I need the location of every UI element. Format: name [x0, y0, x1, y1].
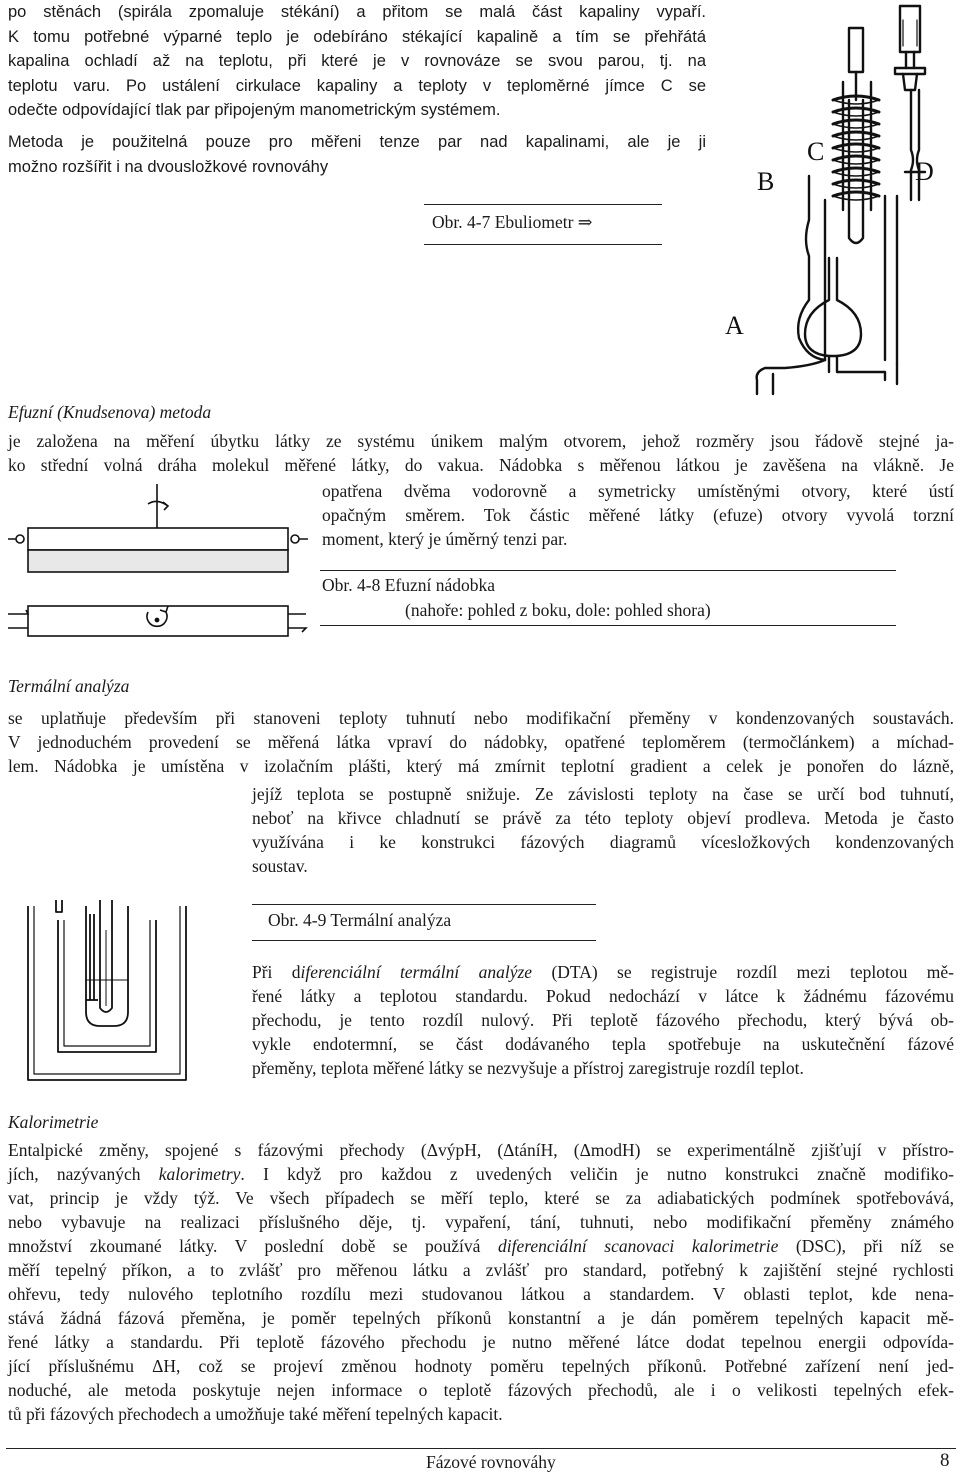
text-line: opačným směrem. Tok částic měřené látky (efuze) otvory vyvolá torzní	[322, 505, 954, 525]
text-line: nebo vybavuje na realizaci příslušného děje, tj. vypaření, tání, tuhnuti, nebo modifikační přeměny známého	[8, 1212, 954, 1232]
label-c: C	[807, 137, 825, 166]
ebuliometr-diagram	[725, 0, 960, 400]
heading-kalorimetrie: Kalorimetrie	[8, 1112, 99, 1132]
efuzni-paragraph-full	[8, 429, 954, 477]
text-line: lem. Nádobka je umístěna v izolačním plášti, který má zmírnit teplotní gradient a celek je ponořen do lázně,	[8, 756, 954, 776]
text-line: V jednoduchém provedení se měřená látka vpraví do nádobky, opatřené teploměrem (termočlánkem) a míchad-	[8, 732, 954, 752]
label-d: D	[915, 157, 934, 186]
text-line: přechodu, je tento rozdíl nulový. Při teplotě fázového přechodu, který bývá ob-	[252, 1010, 954, 1030]
caption-rule-bottom	[252, 940, 596, 941]
text-line: množství zkoumané látky. V poslední době se používá diferenciální scanovaci kalorimetrie (DSC), při níž se	[8, 1236, 954, 1256]
ebuliometr-paragraph-2	[8, 130, 706, 179]
caption-rule-top	[252, 904, 596, 905]
caption-rule-top	[320, 570, 896, 571]
ebuliometr-paragraph-1	[8, 0, 706, 123]
kalorimetrie-paragraph	[8, 1138, 954, 1426]
text-line: Entalpické změny, spojené s fázovými přechody (ΔvýpH, (ΔtáníH, (ΔmodH) se experimentálně zjišťují v přístro-	[8, 1140, 954, 1160]
text-line: je založena na měření úbytku látky ze systému únikem malým otvorem, jehož rozměry jsou řádově stejné ja-	[8, 431, 954, 451]
text-line: moment, který je úměrný tenzi par.	[322, 529, 568, 549]
caption-rule-bottom	[424, 244, 662, 245]
text-line: jící příslušnému ΔH, což se projeví změnou hodnoty poměru tepelných příkonů. Potřebné zařízení není jed-	[8, 1356, 954, 1376]
text-line: možno rozšířit i na dvousložkové rovnováhy	[8, 157, 329, 176]
text-line: po stěnách (spirála zpomaluje stékání) a přitom se malá část kapaliny vypaří.	[8, 3, 706, 21]
footer-rule	[6, 1448, 956, 1449]
termalni-analyza-diagram	[20, 900, 195, 1090]
text-line: tů při fázových přechodech a umožňuje také měření tepelných kapacit.	[8, 1404, 503, 1424]
footer-title: Fázové rovnováhy	[426, 1452, 556, 1472]
text-line: neboť na křivce chladnutí se právě za této teploty objeví prodleva. Metoda je často	[252, 808, 954, 828]
text-line: teplotu varu. Po ustálení cirkulace kapaliny a teploty v teploměrné jímce C se	[8, 76, 706, 95]
heading-termalni-analyza: Termální analýza	[8, 676, 130, 696]
text-line: se uplatňuje především při stanoveni teploty tuhnutí nebo modifikační přeměny v kondenzovaných soustavách.	[8, 708, 954, 728]
efuzni-nadobka-diagram	[8, 484, 308, 644]
kalorimetry-term: kalorimetry	[158, 1164, 241, 1184]
label-b: B	[757, 167, 775, 196]
figure-caption-4-7: Obr. 4-7 Ebuliometr ⇒	[432, 212, 593, 232]
figure-caption-4-8: Obr. 4-8 Efuzní nádobka	[322, 575, 496, 595]
text-line: odečte odpovídající tlak par připojeným manometrickým systémem.	[8, 101, 501, 119]
text-line: přeměny, teplota měřené látky se nezvyšuje a přístroj zaregistruje rozdíl teplot.	[252, 1058, 804, 1078]
dta-term: iferenciální termální analýze	[300, 962, 533, 982]
figure-caption-4-8-note: (nahoře: pohled z boku, dole: pohled shora)	[405, 600, 711, 620]
text-line: ko střední volná dráha molekul měřené látky, do vakua. Nádobka s měřenou látkou je zavěšena na vlákně. Je	[8, 455, 954, 475]
text-line: opatřena dvěma vodorovně a symetricky umístěnými otvory, které ústí	[322, 481, 954, 501]
text-line: jích, nazývaných kalorimetry. I když pro každou z uvedených veličin je nutno konstrukci značně modifiko-	[8, 1164, 954, 1184]
text-line: jejíž teplota se postupně snižuje. Ze závislosti teploty na čase se určí bod tuhnutí,	[252, 784, 954, 804]
text-line: Při diferenciální termální analýze (DTA) se registruje rozdíl mezi teplotou mě-	[252, 962, 954, 982]
text-line: soustav.	[252, 856, 308, 876]
text-line: využívána i ke konstrukci fázových diagramů vícesložkových kondenzovaných	[252, 832, 954, 852]
heading-efuzni-metoda: Efuzní (Knudsenova) metoda	[8, 402, 212, 422]
dta-paragraph	[252, 960, 954, 1080]
page-number: 8	[940, 1450, 950, 1471]
termalni-paragraph-side	[252, 782, 954, 878]
caption-rule-top	[424, 204, 662, 205]
text-line: měří tepelný příkon, a to zvlášť pro měřenou látku a zvlášť pro standard, potřebný k zajištění stejné rychlosti	[8, 1260, 954, 1280]
efuzni-paragraph-side	[322, 479, 954, 551]
text-line: ohřevu, tedy nulového teplotního rozdílu mezi studovanou látkou a standardem. V oblasti teplot, kde nena-	[8, 1284, 954, 1304]
text-line: K tomu potřebné výparné teplo je odebíráno stékající kapalině a tím se přehřátá	[8, 27, 706, 46]
text-line: řené látky a teplotou standardu. Pokud nedochází v látce k žádnému fázovému	[252, 986, 954, 1006]
text-line: Metoda je použitelná pouze pro měřeni tenze par nad kapalinami, ale je ji	[8, 133, 706, 151]
caption-rule-bottom	[320, 625, 896, 626]
termalni-paragraph-full	[8, 706, 954, 778]
text-line: vykle endotermní, se část dodávaného tepla spotřebuje na uskutečnění fázové	[252, 1034, 954, 1054]
text-line: kapalina ochladí až na teplotu, při které je v rovnováze se svou parou, tj. na	[8, 52, 706, 70]
text-line: stává žádná fázová přeměna, je poměr tepelných příkonů konstantní a je dán poměrem tepelných kapacit mě-	[8, 1308, 954, 1328]
figure-caption-4-9: Obr. 4-9 Termální analýza	[268, 910, 452, 930]
text-line: noduché, ale metoda poskytuje nejen informace o teplotě fázových přechodů, ale i o velikosti tepelných efek-	[8, 1380, 954, 1400]
label-a: A	[725, 311, 744, 340]
text-line: vat, princip je vždy týž. Ve všech případech se měří teplo, které se za adiabatických podmínek spotřebovává,	[8, 1188, 954, 1208]
dsc-term: diferenciální scanovaci kalorimetrie	[497, 1236, 779, 1256]
text-line: řené látky a standardu. Při teplotě fázového přechodu je nutno měřené látce dodat tepelnou energii odpovída-	[8, 1332, 954, 1352]
